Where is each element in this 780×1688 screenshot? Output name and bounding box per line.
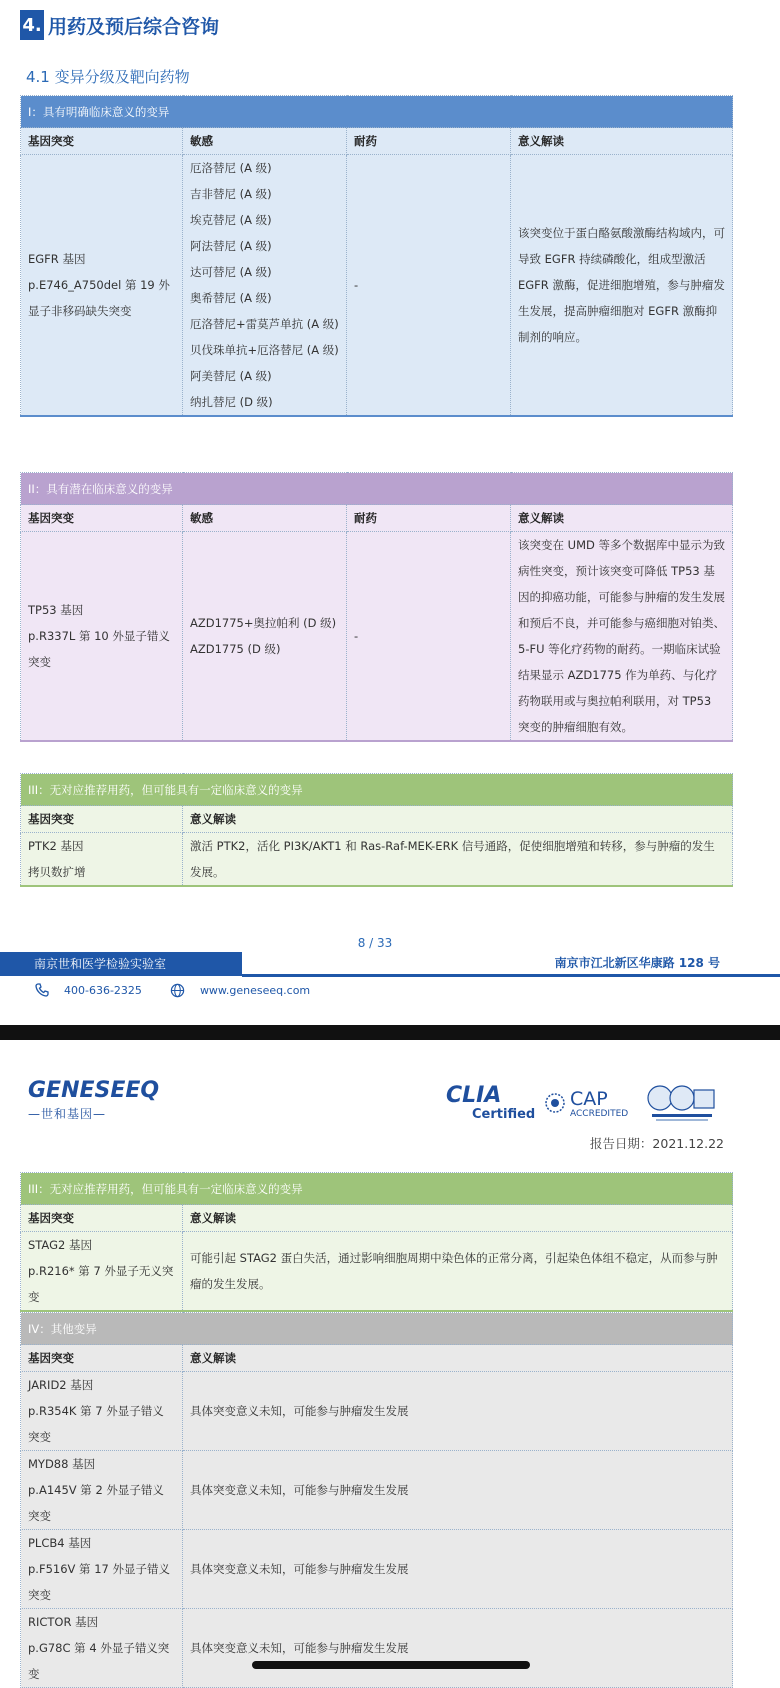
header-interpretation: 意义解读: [511, 128, 733, 155]
gene-variant: p.E746_A750del 第 19 外显子非移码缺失突变: [28, 278, 170, 318]
gene-name: RICTOR 基因: [28, 1615, 99, 1629]
page-number: 8 / 33: [357, 936, 393, 950]
table-row: [21, 1451, 733, 1530]
tier3-table: [20, 773, 733, 887]
report-page-9: [0, 1040, 780, 1688]
home-indicator[interactable]: [252, 1661, 530, 1669]
tier3-continued-table: [20, 1172, 733, 1312]
page-separator: [0, 1025, 780, 1040]
gene-cell: [21, 1609, 183, 1688]
header-interpretation: 意义解读: [183, 1345, 733, 1372]
interpretation: 可能引起 STAG2 蛋白失活，通过影响细胞周期中染色体的正常分离，引起染色体组不稳定，从而参与肿瘤的发生发展。: [183, 1232, 733, 1312]
report-date: 报告日期：2021.12.22: [589, 1136, 724, 1151]
clia-sub-text: Certified: [472, 1107, 536, 1122]
drug-item: 厄洛替尼+雷莫芦单抗 (A 级): [190, 317, 339, 331]
tier1-table: [20, 95, 733, 417]
drug-item: 阿法替尼 (A 级): [190, 239, 272, 253]
drug-item: 贝伐珠单抗+厄洛替尼 (A 级): [190, 343, 339, 357]
header-resistant: 耐药: [347, 505, 511, 532]
gene-variant: p.R354K 第 7 外显子错义突变: [28, 1404, 164, 1444]
gene-name: EGFR 基因: [28, 252, 86, 266]
subsection-title: 4.1 变异分级及靶向药物: [26, 68, 190, 86]
header-resistant: 耐药: [347, 128, 511, 155]
section-number: 4.: [20, 10, 44, 40]
gene-cell: [21, 1530, 183, 1609]
drug-item: AZD1775 (D 级): [190, 642, 281, 656]
website-link[interactable]: www.geneseeq.com: [199, 983, 311, 997]
sensitive-drugs: [183, 155, 347, 417]
gene-variant: p.R337L 第 10 外显子错义突变: [28, 629, 170, 669]
interpretation: 该突变位于蛋白酪氨酸激酶结构域内，可导致 EGFR 持续磷酸化，组成型激活 EGFR 激酶，促进细胞增殖，参与肿瘤发生发展，提高肿瘤细胞对 EGFR 激酶抑制剂的响应。: [511, 155, 733, 417]
drug-item: AZD1775+奥拉帕利 (D 级): [190, 616, 337, 630]
resistant-drugs: -: [347, 155, 511, 417]
tier4-table: [20, 1312, 733, 1688]
table-row: [21, 1372, 733, 1451]
header-gene: 基因突变: [21, 128, 183, 155]
tier2-band: II：具有潜在临床意义的变异: [21, 473, 733, 505]
resistant-drugs: -: [347, 532, 511, 742]
footer-bar: [0, 952, 780, 978]
gene-variant: p.G78C 第 4 外显子错义突变: [28, 1641, 170, 1681]
drug-item: 奥希替尼 (A 级): [190, 291, 272, 305]
footer-lab-name: 南京世和医学检验实验室: [0, 952, 242, 976]
cap-sub-text: ACCREDITED: [570, 1109, 629, 1119]
gene-name: TP53 基因: [28, 603, 84, 617]
gene-variant: p.F516V 第 17 外显子错义突变: [28, 1562, 170, 1602]
phone-number: 400-636-2325: [64, 983, 142, 997]
drug-item: 厄洛替尼 (A 级): [190, 161, 272, 175]
interpretation: 具体突变意义未知，可能参与肿瘤发生发展: [183, 1530, 733, 1609]
contact-row: [34, 978, 310, 1002]
tier3-band: III：无对应推荐用药，但可能具有一定临床意义的变异: [21, 1173, 733, 1205]
gene-cell: [21, 1372, 183, 1451]
globe-icon: [170, 982, 186, 998]
interpretation: 具体突变意义未知，可能参与肿瘤发生发展: [183, 1372, 733, 1451]
clia-main-text: CLIA: [446, 1083, 502, 1108]
interpretation: 该突变在 UMD 等多个数据库中显示为致病性突变，预计该突变可降低 TP53 基因的抑癌功能，可能参与肿瘤的发生发展和预后不良，并可能参与癌细胞对铂类、5-FU 等化疗药物的耐药。一期临床试验结果显示 AZD1775 作为单药、与化疗药物联用或与奥拉帕利联用，对 TP53 突变的肿瘤细胞有效。: [511, 532, 733, 742]
gene-name: MYD88 基因: [28, 1457, 96, 1471]
tier3-band: III：无对应推荐用药，但可能具有一定临床意义的变异: [21, 774, 733, 806]
sensitive-drugs: [183, 532, 347, 742]
tier1-band: I：具有明确临床意义的变异: [21, 96, 733, 128]
gene-cell: [21, 1232, 183, 1312]
tier4-band: IV：其他变异: [21, 1313, 733, 1345]
table-row: [21, 1609, 733, 1688]
header-sensitive: 敏感: [183, 505, 347, 532]
header-interpretation: 意义解读: [183, 806, 733, 833]
drug-item: 吉非替尼 (A 级): [190, 187, 272, 201]
gene-name: JARID2 基因: [28, 1378, 94, 1392]
phone-icon: [34, 982, 50, 998]
gene-cell: [21, 1451, 183, 1530]
header-gene: 基因突变: [21, 1205, 183, 1232]
header-interpretation: 意义解读: [183, 1205, 733, 1232]
interpretation: 具体突变意义未知，可能参与肿瘤发生发展: [183, 1451, 733, 1530]
header-interpretation: 意义解读: [511, 505, 733, 532]
footer-address: 南京市江北新区华康路 128 号: [554, 956, 720, 970]
gene-name: PLCB4 基因: [28, 1536, 92, 1550]
ilac-accreditation-badge: [646, 1084, 726, 1124]
tier2-table: [20, 472, 733, 742]
gene-name: PTK2 基因: [28, 839, 84, 853]
logo-sub-text: —世和基因—: [28, 1107, 107, 1121]
clia-certified-badge: [446, 1084, 538, 1126]
gene-variant: p.A145V 第 2 外显子错义突变: [28, 1483, 164, 1523]
cap-accredited-badge: [544, 1084, 644, 1124]
drug-item: 埃克替尼 (A 级): [190, 213, 272, 227]
header-gene: 基因突变: [21, 1345, 183, 1372]
gene-cell: [21, 155, 183, 417]
header-sensitive: 敏感: [183, 128, 347, 155]
drug-item: 阿美替尼 (A 级): [190, 369, 272, 383]
gene-variant: 拷贝数扩增: [28, 865, 86, 879]
interpretation: 激活 PTK2，活化 PI3K/AKT1 和 Ras-Raf-MEK-ERK 信号通路，促使细胞增殖和转移，参与肿瘤的发生发展。: [183, 833, 733, 887]
gene-cell: [21, 532, 183, 742]
section-title: 用药及预后综合咨询: [48, 15, 220, 38]
drug-item: 纳扎替尼 (D 级): [190, 395, 273, 409]
header-gene: 基因突变: [21, 806, 183, 833]
header-gene: 基因突变: [21, 505, 183, 532]
gene-name: STAG2 基因: [28, 1238, 92, 1252]
section-heading: [20, 10, 219, 40]
geneseeq-logo: [28, 1078, 160, 1122]
cap-main-text: CAP: [570, 1088, 608, 1110]
cap-seal-icon: [544, 1092, 566, 1117]
table-row: [21, 1530, 733, 1609]
gene-variant: p.R216* 第 7 外显子无义突变: [28, 1264, 174, 1304]
gene-cell: [21, 833, 183, 887]
drug-item: 达可替尼 (A 级): [190, 265, 272, 279]
ilac-mark-icon: [646, 1084, 716, 1124]
footer-divider: [242, 974, 780, 977]
interpretation: 具体突变意义未知，可能参与肿瘤发生发展: [183, 1609, 733, 1688]
logo-main-text: GENESEEQ: [28, 1078, 160, 1103]
